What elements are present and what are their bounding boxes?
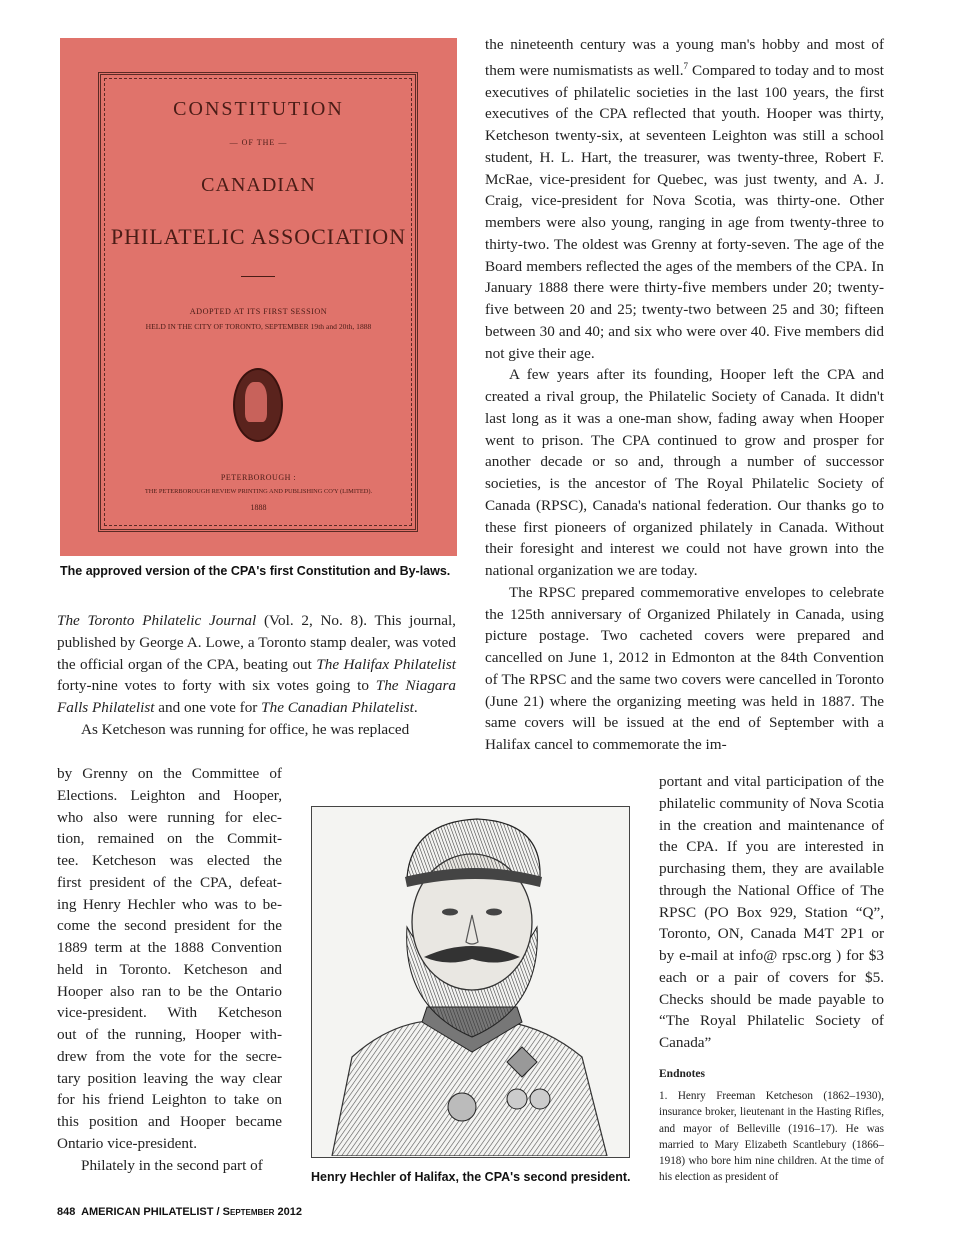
endnotes-heading: Endnotes [659,1068,706,1080]
constitution-cover-image [60,38,457,556]
magazine-name: AMERICAN PHILATELIST [81,1206,214,1218]
narrow-line: this position and Hooper became [57,1113,282,1130]
endnote-1: 1. Henry Freeman Ketcheson (1862–1930), insurance broker, lieutenant in the Hasting Rifles, and mayor of Belleville (1916–17). He was married to Mary Elizabeth Scantlebury (1866–1918) who bore him nine children. At the time of his election as president of [659,1090,884,1184]
narrow-line: by Grenny on the Committee of [57,765,282,782]
narrow-line: ing Henry Hechler who was to be- [57,895,282,913]
narrow-line: Elections. Leighton and Hooper, [57,786,282,804]
narrow-line: come the second president for the [57,917,282,935]
narrow-line: tary position leaving the way clear [57,1069,282,1087]
narrow-line: who also were running for elec- [57,808,282,826]
cover-org-line1: CANADIAN [201,174,316,196]
paragraph-ketcheson-full: As Ketcheson was running for office, he was replaced [81,720,410,738]
cover-caption: The approved version of the CPA's first Constitution and By-laws. [60,564,451,578]
narrow-line: held in Toronto. Ketcheson and [57,960,282,978]
narrow-line: tee. Ketcheson was elected the [57,852,282,869]
cover-adopted-line1: ADOPTED AT ITS FIRST SESSION [189,307,328,316]
hechler-portrait-image [311,806,630,1158]
paragraph-young-hobby: the nineteenth century was a young man's hobby and most of them were numismatists as well.$^7$ Compared to today and to most executives of philatelic societies in the last 100 years, the first executives of the CPA reflected that youth. Hooper was thirty, Ketcheson twenty-six, at seventeen Leighton was still a school student, H. L. Hart, the treasurer, was twenty-three, Robert F. McRae, vice-president for Quebec, was just twenty, and A. J. Craig, vice-president for Nova Scotia, was thirty-one. Other members were also young, ranging in age from twenty-three to thirty-two. The oldest was Grenny at forty-seven. The age of the Board members reflected the ages of the members of the CPA. In January 1888 there were thirty-five members under 20; twenty-five between 20 and 25; twenty-two between 25 and 30; fifteen between 30 and 40; and six who were over 40. Five members did not give their age. [485,36,884,362]
narrow-line: first president of the CPA, defeat- [57,873,282,891]
portrait-caption: Henry Hechler of Halifax, the CPA's second president. [311,1170,631,1184]
page-number: 848 [57,1206,76,1218]
cover-adopted-line2: HELD IN THE CITY OF TORONTO, SEPTEMBER 19th and 20th, 1888 [145,322,372,331]
narrow-line: Hooper also ran to be the Ontario [57,982,282,1000]
issue-date: September 2012 [222,1206,302,1218]
narrow-line: Ontario vice-president. [57,1134,198,1152]
narrow-line: tion, remained on the Commit- [57,830,282,848]
cover-place: PETERBOROUGH : [220,473,297,482]
right-column-narrow [659,771,884,1054]
right-column-main [485,34,884,756]
paragraph-rival-group: A few years after its founding, Hooper left the CPA and created a rival group, the Philatelic Society of Canada. It didn't last long as it was a one-man show, fading away when Hooper went to prison. The CPA continued to grow and prosper for another decade or so and, through a number of successor societies, is the ancestor of The Royal Philatelic Society of Canada (RPSC), Canada's national federation. Our thanks go to these first pioneers of organized philately in Canada. Without their foresight and interest we could not have grown into the national organization we are today. [485,366,884,580]
narrow-lines [57,763,282,1155]
left-column-intro [57,610,456,741]
cover-printer: THE PETERBOROUGH REVIEW PRINTING AND PUBLISHING CO'Y (LIMITED). [144,488,373,495]
narrow-line: 1889 term at the 1888 Convention [57,939,282,956]
narrow-line: vice-president. With Ketcheson [57,1004,282,1022]
cover-title: CONSTITUTION [173,98,344,120]
cover-org-line2: PHILATELIC ASSOCIATION [110,224,407,249]
page-footer: 848 AMERICAN PHILATELIST / September 2012 [57,1206,302,1218]
portrait-engraving [312,807,628,1156]
narrow-line: for his friend Leighton to take on [57,1091,282,1109]
left-column-narrow [57,763,282,1176]
narrow-line: out of the running, Hooper with- [57,1026,282,1043]
paragraph-commemorative: The RPSC prepared commemorative envelopes to celebrate the 125th anniversary of Organized Philately in Canada, using picture postage. Two cacheted covers were prepared and cancelled on June 1, 2012 in Edmonton at the 84th Convention of The RPSC and the same two covers were cancelled in Toronto (June 21) where the organizing meeting was held in 1887. The same covers will be issued at the end of September with a Halifax cancel to commemorate the im- [485,583,884,754]
cover-year: 1888 [250,503,267,512]
paragraph-commemorative-continued: portant and vital participation of the philatelic community of Nova Scotia in the creation and maintenance of the CPA. If you are interested in purchasing them, they are available through the National Office of The RPSC (PO Box 929, Station “Q”, Toronto, ON, Canada M4T 2P1 or by e-mail at info@ rpsc.org ) for $3 each or a pair of covers for $5. Checks should be made payable to “The Royal Philatelic Society of Canada” [659,773,884,1051]
cover-of-the: — OF THE — [229,138,288,147]
seal-emblem-icon [233,368,283,442]
paragraph-philately-start: Philately in the second part of [81,1156,263,1174]
narrow-line: drew from the vote for the secre- [57,1047,282,1065]
cover-rule [241,276,275,277]
paragraph-journal: The Toronto Philatelic Journal (Vol. 2, No. 8). This journal, published by George A. Lowe, a Toronto stamp dealer, was voted the official organ of the CPA, beating out The Halifax Philatelist forty-nine votes to forty with six votes going to The Niagara Falls Philatelist and one vote for The Canadian Philatelist. [57,612,457,716]
